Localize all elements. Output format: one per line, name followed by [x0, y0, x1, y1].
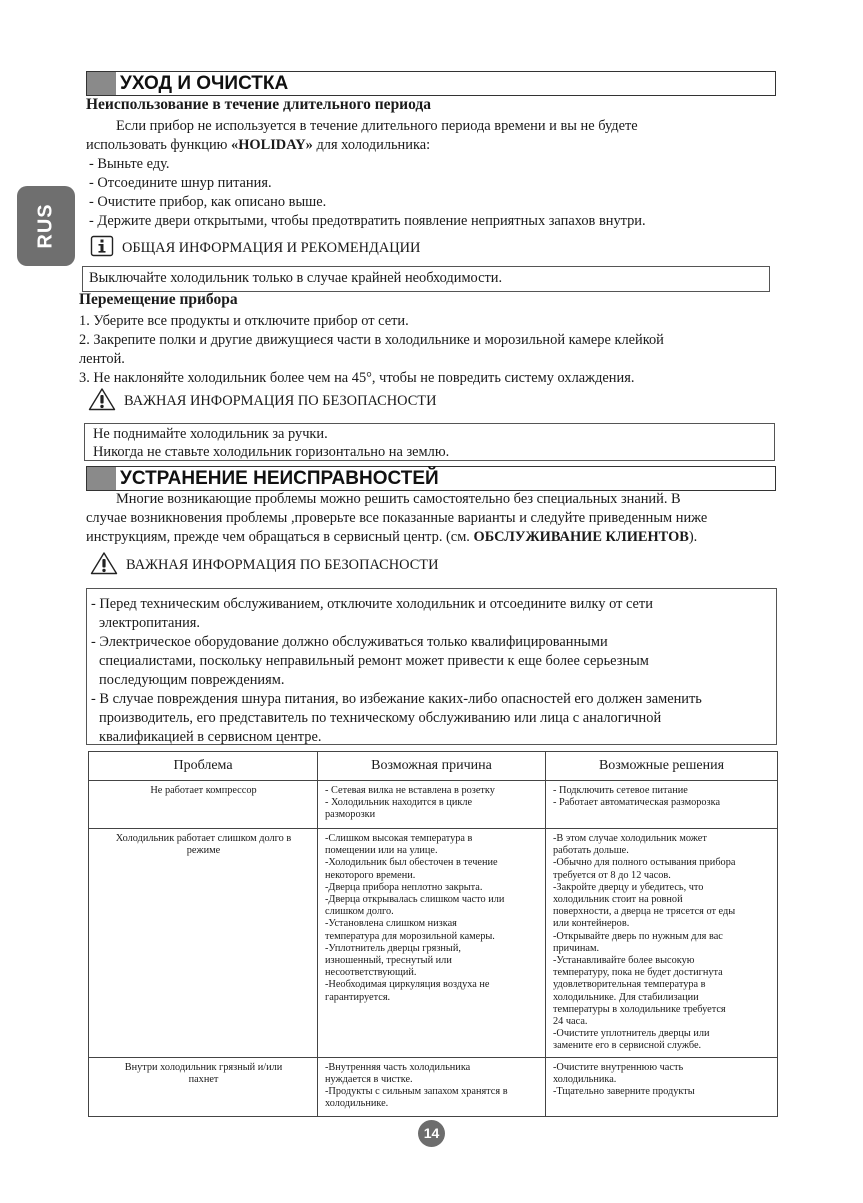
holiday-intro-line-2 — [86, 136, 430, 155]
safety-note-line: Не поднимайте холодильник за ручки. — [93, 426, 328, 442]
moving-step: 1. Уберите все продукты и отключите прибор от сети. — [79, 313, 409, 329]
cell-text-line: -Уплотнитель дверцы грязный, — [325, 942, 461, 954]
cell-text-line: помещении или на улице. — [325, 845, 438, 857]
cell-text-line: замените его в сервисной службе. — [553, 1040, 702, 1052]
cell-text-line: температуру, пока не будет достигнута — [553, 967, 723, 979]
cell-text-line: -Дверца прибора неплотно закрыта. — [325, 881, 483, 893]
table-header-row — [89, 752, 778, 781]
cell-text-line: -Очистите внутреннюю часть — [553, 1061, 684, 1073]
cell-text-line: -Продукты с сильным запахом хранятся в — [325, 1086, 508, 1098]
info-icon — [90, 235, 114, 262]
cell-text-line: слишком долго. — [325, 906, 394, 918]
section-header-care — [86, 71, 776, 96]
solution-cell — [546, 829, 778, 1058]
cell-text-line: пахнет — [188, 1073, 219, 1085]
cell-text-line: -Внутренняя часть холодильника — [325, 1061, 471, 1073]
cell-text-line: изношенный, треснутый или — [325, 955, 452, 967]
cell-text-line: Не работает компрессор — [150, 785, 257, 796]
solution-cell — [546, 1057, 778, 1116]
safety-note-line: последующим повреждениям. — [99, 672, 285, 688]
intro-text: инструкциям, прежде чем обращаться в сервисный центр. (см. — [86, 529, 474, 545]
intro-text: для холодильника: — [312, 137, 431, 153]
cell-text-line: нуждается в чистке. — [325, 1073, 413, 1085]
troubleshooting-intro-line-1: Многие возникающие проблемы можно решить самостоятельно без специальных знаний. В — [116, 491, 681, 507]
cause-cell — [318, 781, 546, 829]
cell-text-line: удовлетворительная температура в — [553, 979, 706, 991]
info-note-text: Выключайте холодильник только в случае крайней необходимости. — [89, 270, 503, 286]
cell-text-line: -Закройте дверцу и убедитесь, что — [553, 881, 704, 893]
cell-text-line: холодильнике. Для стабилизации — [553, 991, 699, 1003]
cell-text-line: -В этом случае холодильник может — [553, 833, 707, 844]
customer-service-ref: ОБСЛУЖИВАНИЕ КЛИЕНТОВ — [473, 529, 689, 545]
cell-text-line: -Необходимая циркуляция воздуха не — [325, 979, 490, 991]
cell-text-line: несоответствующий. — [325, 967, 417, 979]
cell-text-line: - Подключить сетевое питание — [553, 785, 688, 796]
cell-text-line: режиме — [186, 845, 221, 857]
cell-text-line: - Холодильник находится в цикле — [325, 797, 473, 809]
section-header-marker — [87, 72, 116, 95]
list-item: - Держите двери открытыми, чтобы предотвратить появление неприятных запахов внутри. — [89, 213, 646, 229]
safety-note-line: электропитания. — [99, 615, 201, 631]
column-header-solution: Возможные решения — [546, 752, 778, 781]
cell-text-line: Внутри холодильник грязный и/или — [124, 1061, 283, 1073]
cause-cell — [318, 1057, 546, 1116]
section-title: УСТРАНЕНИЕ НЕИСПРАВНОСТЕЙ — [120, 468, 439, 489]
language-tab-label: RUS — [34, 203, 57, 249]
section-header-marker — [87, 467, 116, 490]
moving-step: 3. Не наклоняйте холодильник более чем на 45°, чтобы не повредить систему охлаждения. — [79, 370, 635, 386]
safety-note-line: производитель, его представитель по техническому обслуживанию или лица с аналогичной — [99, 710, 662, 726]
cell-text-line: требуется от 8 до 12 часов. — [553, 869, 671, 881]
cell-text-line: -Очистите уплотнитель дверцы или — [553, 1028, 710, 1040]
warning-icon — [88, 387, 116, 416]
moving-step: 2. Закрепите полки и другие движущиеся части в холодильнике и морозильной камере клейкой — [79, 332, 664, 348]
cell-text-line: температура для морозильной камеры. — [325, 930, 495, 942]
holiday-function-name: «HOLIDAY» — [231, 137, 313, 153]
cell-text-line: причинам. — [553, 942, 600, 954]
list-item: - Отсоедините шнур питания. — [89, 175, 272, 191]
info-note-row — [90, 236, 420, 260]
moving-heading: Перемещение прибора — [79, 291, 238, 308]
problem-cell — [89, 1057, 318, 1116]
safety-note-row — [88, 389, 436, 413]
cell-text-line: Холодильник работает слишком долго в — [115, 833, 292, 844]
safety-note-line: - Электрическое оборудование должно обслуживаться только квалифицированными — [91, 634, 608, 650]
troubleshooting-intro-line-3 — [86, 528, 697, 547]
troubleshooting-table — [88, 751, 778, 1117]
problem-cell — [89, 829, 318, 1058]
cell-text-line: -Тщательно заверните продукты — [553, 1086, 695, 1098]
cell-text-line: - Работает автоматическая разморозка — [553, 797, 721, 809]
cause-cell — [318, 829, 546, 1058]
safety-note-line: - Перед техническим обслуживанием, отключите холодильник и отсоедините вилку от сети — [91, 596, 653, 612]
info-note-box — [82, 266, 770, 292]
cell-text-line: холодильнике. — [325, 1098, 389, 1110]
cell-text-line: -Открывайте дверь по нужным для вас — [553, 930, 723, 942]
list-item: - Очистите прибор, как описано выше. — [89, 194, 327, 210]
section-title: УХОД И ОЧИСТКА — [120, 73, 289, 94]
safety-note-line: Никогда не ставьте холодильник горизонтально на землю. — [93, 444, 450, 460]
cell-text-line: -Дверца открывалась слишком часто или — [325, 894, 505, 906]
safety-note-line: - В случае повреждения шнура питания, во избежание каких-либо опасностей его должен заменить — [91, 691, 702, 707]
cell-text-line: или контейнеров. — [553, 918, 630, 930]
column-header-problem: Проблема — [89, 752, 318, 781]
intro-text: ). — [688, 529, 698, 545]
column-header-cause: Возможная причина — [318, 752, 546, 781]
language-tab — [17, 186, 75, 266]
cell-text-line: холодильник стоит на ровной — [553, 894, 683, 906]
safety-note-line: специалистами, поскольку неправильный ремонт может привести к еще более серьезным — [99, 653, 649, 669]
cell-text-line: холодильника. — [553, 1073, 617, 1085]
solution-cell — [546, 781, 778, 829]
cell-text-line: 24 часа. — [553, 1016, 588, 1028]
service-safety-box — [86, 588, 777, 745]
safety-note-box — [84, 423, 775, 461]
cell-text-line: -Установлена слишком низкая — [325, 918, 457, 930]
table-row — [89, 781, 778, 829]
cell-text-line: работать дольше. — [553, 845, 629, 857]
cell-text-line: разморозки — [325, 809, 376, 821]
cell-text-line: гарантируется. — [325, 991, 391, 1003]
cell-text-line: поверхности, а дверца не трясется от еды — [553, 906, 736, 918]
cell-text-line: -Слишком высокая температура в — [325, 833, 473, 844]
safety-note-title: ВАЖНАЯ ИНФОРМАЦИЯ ПО БЕЗОПАСНОСТИ — [124, 392, 437, 409]
troubleshooting-intro-line-2: случае возникновения проблемы ,проверьте все показанные варианты и следуйте приведенным ниже — [86, 510, 708, 526]
info-note-title: ОБЩАЯ ИНФОРМАЦИЯ И РЕКОМЕНДАЦИИ — [122, 239, 421, 256]
problem-cell — [89, 781, 318, 829]
table-row — [89, 829, 778, 1058]
safety-note-title: ВАЖНАЯ ИНФОРМАЦИЯ ПО БЕЗОПАСНОСТИ — [126, 556, 439, 573]
cell-text-line: температуры в холодильнике требуется — [553, 1003, 726, 1015]
table-row — [89, 1057, 778, 1116]
cell-text-line: -Устанавливайте более высокую — [553, 955, 695, 967]
cell-text-line: - Сетевая вилка не вставлена в розетку — [325, 785, 495, 796]
cell-text-line: -Обычно для полного остывания прибора — [553, 857, 736, 869]
holiday-intro-line-1: Если прибор не используется в течение длительного периода времени и вы не будете — [116, 118, 638, 134]
page-number: 14 — [418, 1120, 445, 1147]
safety-note-row — [90, 553, 438, 577]
list-item: - Выньте еду. — [89, 156, 170, 172]
safety-note-line: квалификацией в сервисном центре. — [99, 729, 322, 745]
intro-text: использовать функцию — [86, 137, 232, 153]
warning-icon — [90, 551, 118, 580]
moving-step-cont: лентой. — [79, 351, 125, 367]
section-header-troubleshooting — [86, 466, 776, 491]
cell-text-line: некоторого времени. — [325, 869, 416, 881]
cell-text-line: -Холодильник был обесточен в течение — [325, 857, 498, 869]
holiday-heading: Неиспользование в течение длительного периода — [86, 96, 432, 113]
